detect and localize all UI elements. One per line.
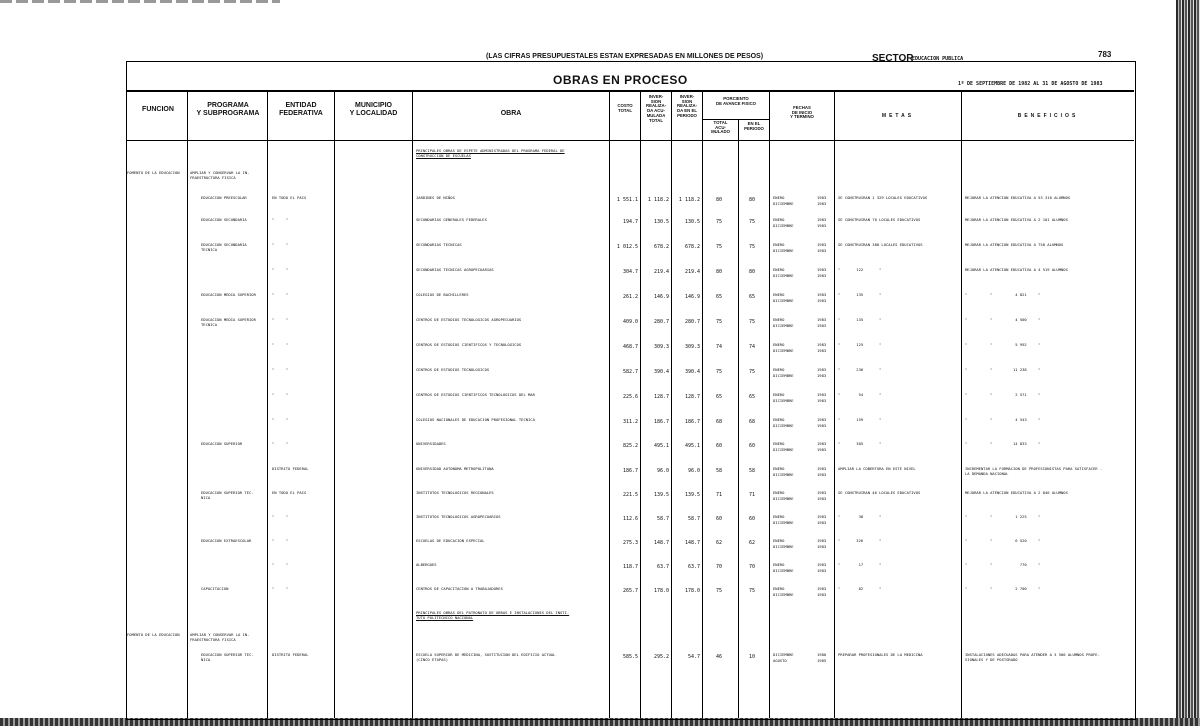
row-anio-inicio: 1983 bbox=[817, 490, 827, 495]
row-pct-periodo: 75 bbox=[749, 588, 756, 594]
row-beneficios: MEJORAR LA ATENCION EDUCATIVA A 53 310 ALUMNOS bbox=[965, 195, 1071, 200]
row-fecha-termino: DICIEMBRE bbox=[773, 398, 794, 403]
row-beneficios: " " 2 571 " bbox=[965, 392, 1041, 397]
col-obra: OBRA bbox=[500, 110, 522, 117]
row-obra: UNIVERSIDAD AUTONOMA METROPOLITANA bbox=[416, 466, 494, 471]
row-pct-periodo: 75 bbox=[749, 319, 756, 325]
row-anio-termino: 1983 bbox=[817, 544, 827, 549]
row-pct-periodo: 60 bbox=[749, 443, 756, 449]
row-fecha-termino: DICIEMBRE bbox=[773, 447, 794, 452]
row-metas: " 135 " bbox=[838, 292, 882, 297]
col-rule bbox=[187, 91, 188, 718]
row-costo: 261.2 bbox=[622, 294, 638, 300]
row-fecha-termino: DICIEMBRE bbox=[773, 496, 794, 501]
row-inv-periodo: 390.4 bbox=[684, 369, 700, 375]
row-metas: " 82 " bbox=[838, 586, 882, 591]
row-pct-periodo: 80 bbox=[749, 269, 756, 275]
row-fecha-inicio: ENERO bbox=[773, 342, 785, 347]
row-anio-termino: 1985 bbox=[817, 658, 827, 663]
row-anio-termino: 1983 bbox=[817, 201, 827, 206]
row-costo: 825.2 bbox=[622, 443, 638, 449]
row-anio-inicio: 1983 bbox=[817, 317, 827, 322]
row-metas: " 135 " bbox=[838, 317, 882, 322]
row-metas: SE CONSTRUIRAN 46 LOCALES EDUCATIVOS bbox=[838, 490, 921, 495]
row-fecha-termino: DICIEMBRE bbox=[773, 423, 794, 428]
col-rule bbox=[769, 91, 770, 718]
header-bottom-rule bbox=[126, 140, 1134, 141]
row-subprograma: EDUCACION SECUNDARIA TECNICA bbox=[201, 242, 247, 252]
row-anio-termino: 1983 bbox=[817, 447, 827, 452]
col-metas: METAS bbox=[881, 113, 915, 119]
row-costo: 304.7 bbox=[622, 269, 638, 275]
row-inv-total: 280.7 bbox=[653, 319, 669, 325]
row-inv-periodo: 495.1 bbox=[684, 443, 700, 449]
period-label: 1º DE SEPTIEMBRE DE 1982 AL 31 DE AGOSTO DE 1983 bbox=[958, 81, 1103, 87]
row-pct-periodo: 60 bbox=[749, 516, 756, 522]
row-anio-termino: 1983 bbox=[817, 520, 827, 525]
row-anio-termino: 1983 bbox=[817, 248, 827, 253]
row-entidad: " " bbox=[272, 342, 289, 347]
row-pct-total: 75 bbox=[716, 244, 723, 250]
row-inv-total: 390.4 bbox=[653, 369, 669, 375]
col-municipio: MUNICIPIO Y LOCALIDAD bbox=[349, 102, 398, 117]
row-pct-total: 68 bbox=[716, 419, 723, 425]
row-entidad: EN TODO EL PAIS bbox=[272, 195, 307, 200]
col-beneficios: BENEFICIOS bbox=[1017, 113, 1079, 119]
row-fecha-termino: DICIEMBRE bbox=[773, 592, 794, 597]
row-costo: 409.0 bbox=[622, 319, 638, 325]
row-inv-periodo: 148.7 bbox=[684, 540, 700, 546]
row-pct-total: 74 bbox=[716, 344, 723, 350]
row-fecha-inicio: ENERO bbox=[773, 538, 785, 543]
row-obra: CENTROS DE ESTUDIOS CIENTIFICOS TECNOLOGICOS DEL MAR bbox=[416, 392, 535, 397]
row-beneficios: MEJORAR LA ATENCION EDUCATIVA A 758 ALUMNOS bbox=[965, 242, 1064, 247]
row-inv-total: 178.0 bbox=[653, 588, 669, 594]
row-inv-total: 130.5 bbox=[653, 219, 669, 225]
col-rule bbox=[640, 91, 641, 718]
row-pct-periodo: 70 bbox=[749, 564, 756, 570]
row-entidad: DISTRITO FEDERAL bbox=[272, 652, 309, 657]
row-inv-total: 678.2 bbox=[653, 244, 669, 250]
row-obra: SECUNDARIAS TECNICAS bbox=[416, 242, 462, 247]
row-anio-termino: 1983 bbox=[817, 348, 827, 353]
row-beneficios: " " 11 238 " bbox=[965, 367, 1041, 372]
row-beneficios: " " 14 833 " bbox=[965, 441, 1041, 446]
row-fecha-inicio: ENERO bbox=[773, 466, 785, 471]
row-subprograma: EDUCACION SUPERIOR bbox=[201, 441, 243, 446]
row-fecha-termino: DICIEMBRE bbox=[773, 201, 794, 206]
row-costo: 118.7 bbox=[622, 564, 638, 570]
header-top-rule bbox=[126, 91, 1134, 92]
scan-edge-right bbox=[1176, 0, 1200, 726]
row-obra: UNIVERSIDADES bbox=[416, 441, 446, 446]
porciento-rule bbox=[702, 119, 769, 120]
row-pct-periodo: 58 bbox=[749, 468, 756, 474]
group-programa: AMPLIAR Y CONSERVAR LA IN- FRAESTRUCTURA FISICA bbox=[190, 632, 250, 642]
page-title: OBRAS EN PROCESO bbox=[553, 73, 688, 87]
col-funcion: FUNCION bbox=[142, 106, 174, 113]
row-pct-periodo: 75 bbox=[749, 369, 756, 375]
row-obra: CENTROS DE ESTUDIOS TECNOLOGICOS AGROPECUARIOS bbox=[416, 317, 522, 322]
row-fecha-inicio: ENERO bbox=[773, 367, 785, 372]
col-rule bbox=[671, 91, 672, 718]
col-rule bbox=[702, 91, 703, 718]
row-inv-total: 63.7 bbox=[656, 564, 669, 570]
row-costo: 468.7 bbox=[622, 344, 638, 350]
row-pct-total: 75 bbox=[716, 369, 723, 375]
row-anio-termino: 1983 bbox=[817, 496, 827, 501]
row-costo: 112.6 bbox=[622, 516, 638, 522]
row-inv-periodo: 678.2 bbox=[684, 244, 700, 250]
row-fecha-inicio: ENERO bbox=[773, 292, 785, 297]
row-entidad: " " bbox=[272, 292, 289, 297]
row-subprograma: EDUCACION EXTRAESCOLAR bbox=[201, 538, 252, 543]
row-pct-total: 58 bbox=[716, 468, 723, 474]
row-pct-periodo: 10 bbox=[749, 654, 756, 660]
row-fecha-termino: DICIEMBRE bbox=[773, 348, 794, 353]
row-pct-periodo: 71 bbox=[749, 492, 756, 498]
row-anio-inicio: 1983 bbox=[817, 441, 827, 446]
row-metas: " 122 " bbox=[838, 267, 882, 272]
col-inversion-total: INVER- SION REALIZA- DA ACU- MULADA TOTAL bbox=[645, 94, 667, 123]
budget-note: (LAS CIFRAS PRESUPUESTALES ESTAN EXPRESADAS EN MILLONES DE PESOS) bbox=[486, 53, 764, 60]
row-obra: ESCUELA SUPERIOR DE MEDICINA, SUSTITUCION DEL EDIFICIO ACTUAL (CINCO ETAPAS) bbox=[416, 652, 556, 662]
row-fecha-inicio: ENERO bbox=[773, 490, 785, 495]
row-pct-periodo: 74 bbox=[749, 344, 756, 350]
scan-margin-marks bbox=[0, 0, 280, 3]
row-pct-total: 46 bbox=[716, 654, 723, 660]
row-entidad: " " bbox=[272, 514, 289, 519]
row-pct-periodo: 75 bbox=[749, 219, 756, 225]
row-entidad: EN TODO EL PAIS bbox=[272, 490, 307, 495]
row-beneficios: " " 6 520 " bbox=[965, 538, 1041, 543]
sector-label: SECTOR bbox=[872, 53, 914, 64]
row-anio-inicio: 1983 bbox=[817, 217, 827, 222]
row-anio-inicio: 1983 bbox=[817, 367, 827, 372]
group-funcion: FOMENTO DE LA EDUCACION bbox=[127, 170, 180, 175]
row-anio-inicio: 1983 bbox=[817, 538, 827, 543]
row-pct-periodo: 80 bbox=[749, 197, 756, 203]
col-rule bbox=[267, 91, 268, 718]
row-inv-total: 309.3 bbox=[653, 344, 669, 350]
row-pct-total: 60 bbox=[716, 443, 723, 449]
col-rule bbox=[334, 91, 335, 718]
row-fecha-termino: DICIEMBRE bbox=[773, 248, 794, 253]
row-beneficios: " " 5 992 " bbox=[965, 342, 1041, 347]
row-inv-periodo: 96.0 bbox=[687, 468, 700, 474]
row-fecha-inicio: ENERO bbox=[773, 217, 785, 222]
row-fecha-termino: DICIEMBRE bbox=[773, 273, 794, 278]
row-inv-periodo: 128.7 bbox=[684, 394, 700, 400]
row-inv-total: 148.7 bbox=[653, 540, 669, 546]
row-inv-total: 219.4 bbox=[653, 269, 669, 275]
row-costo: 265.7 bbox=[622, 588, 638, 594]
row-fecha-inicio: ENERO bbox=[773, 317, 785, 322]
col-inversion-periodo: INVER- SION REALIZA- DA EN EL PERIODO bbox=[676, 94, 698, 118]
row-metas: " 38 " bbox=[838, 514, 882, 519]
row-beneficios: INCREMENTAR LA FORMACION DE PROFESIONISTAS PARA SATISFACER - LA DEMANDA NACIONAL bbox=[965, 466, 1103, 476]
row-obra: ESCUELAS DE EDUCACION ESPECIAL bbox=[416, 538, 485, 543]
row-beneficios: INSTALACIONES ADECUADAS PARA ATENDER A 3 500 ALUMNOS PROFE- SIONALES Y DE POSTGRADO bbox=[965, 652, 1100, 662]
row-inv-total: 58.7 bbox=[656, 516, 669, 522]
row-metas: " 326 " bbox=[838, 538, 882, 543]
row-fecha-termino: AGOSTO bbox=[773, 658, 787, 663]
row-inv-periodo: 186.7 bbox=[684, 419, 700, 425]
row-metas: AMPLIAR LA COBERTURA EN ESTE NIVEL bbox=[838, 466, 916, 471]
row-metas: PREPARAR PROFESIONALES DE LA MEDICINA bbox=[838, 652, 923, 657]
row-anio-inicio: 1983 bbox=[817, 466, 827, 471]
row-inv-periodo: 63.7 bbox=[687, 564, 700, 570]
row-metas: " 54 " bbox=[838, 392, 882, 397]
row-fecha-termino: DICIEMBRE bbox=[773, 223, 794, 228]
col-costo: COSTO TOTAL bbox=[617, 103, 633, 113]
row-metas: " 236 " bbox=[838, 367, 882, 372]
row-pct-periodo: 75 bbox=[749, 244, 756, 250]
row-inv-total: 139.5 bbox=[653, 492, 669, 498]
row-pct-periodo: 65 bbox=[749, 394, 756, 400]
sector-value: EDUCACION PUBLICA bbox=[912, 56, 964, 62]
col-programa: PROGRAMA Y SUBPROGRAMA bbox=[196, 102, 260, 117]
row-anio-inicio: 1983 bbox=[817, 342, 827, 347]
group-funcion: FOMENTO DE LA EDUCACION bbox=[127, 632, 180, 637]
row-fecha-inicio: DICIEMBRE bbox=[773, 652, 794, 657]
row-inv-periodo: 309.3 bbox=[684, 344, 700, 350]
row-inv-total: 1 118.2 bbox=[647, 197, 669, 203]
row-fecha-inicio: ENERO bbox=[773, 586, 785, 591]
row-entidad: " " bbox=[272, 417, 289, 422]
table-frame bbox=[126, 61, 1136, 720]
row-obra: COLEGIOS DE BACHILLERES bbox=[416, 292, 469, 297]
row-anio-termino: 1983 bbox=[817, 323, 827, 328]
group-heading: PRINCIPALES OBRAS DEL PATRONATO DE OBRAS E INSTALACIONES DEL INSTI- TUTO POLITECNICO NACIONAL bbox=[416, 610, 570, 620]
row-obra: INSTITUTOS TECNOLOGICOS REGIONALES bbox=[416, 490, 494, 495]
row-anio-inicio: 1980 bbox=[817, 652, 827, 657]
row-fecha-termino: DICIEMBRE bbox=[773, 544, 794, 549]
row-obra: COLEGIOS NACIONALES DE EDUCACION PROFESIONAL TECNICA bbox=[416, 417, 535, 422]
col-rule bbox=[412, 91, 413, 718]
row-beneficios: MEJORAR LA ATENCION EDUCATIVA A 4 519 ALUMNOS bbox=[965, 267, 1068, 272]
row-fecha-termino: DICIEMBRE bbox=[773, 472, 794, 477]
row-fecha-inicio: ENERO bbox=[773, 242, 785, 247]
row-pct-total: 75 bbox=[716, 219, 723, 225]
row-inv-periodo: 139.5 bbox=[684, 492, 700, 498]
row-anio-inicio: 1983 bbox=[817, 292, 827, 297]
row-inv-total: 495.1 bbox=[653, 443, 669, 449]
row-obra: SECUNDARIAS TECNICAS AGROPECUARIAS bbox=[416, 267, 494, 272]
row-anio-inicio: 1983 bbox=[817, 242, 827, 247]
col-pct-total: TOTAL ACU- MULADO bbox=[711, 120, 730, 135]
row-anio-termino: 1983 bbox=[817, 223, 827, 228]
row-entidad: " " bbox=[272, 217, 289, 222]
row-entidad: " " bbox=[272, 392, 289, 397]
row-anio-inicio: 1983 bbox=[817, 267, 827, 272]
row-anio-inicio: 1983 bbox=[817, 514, 827, 519]
row-inv-total: 96.0 bbox=[656, 468, 669, 474]
row-obra: INSTITUTOS TECNOLOGICOS AGROPECUARIOS bbox=[416, 514, 501, 519]
row-anio-termino: 1983 bbox=[817, 472, 827, 477]
row-inv-total: 186.7 bbox=[653, 419, 669, 425]
row-metas: " 159 " bbox=[838, 417, 882, 422]
row-inv-periodo: 146.9 bbox=[684, 294, 700, 300]
row-fecha-termino: DICIEMBRE bbox=[773, 373, 794, 378]
col-rule bbox=[961, 91, 962, 718]
row-anio-termino: 1983 bbox=[817, 423, 827, 428]
row-costo: 311.2 bbox=[622, 419, 638, 425]
row-anio-termino: 1983 bbox=[817, 298, 827, 303]
row-anio-inicio: 1983 bbox=[817, 392, 827, 397]
row-costo: 1 551.1 bbox=[616, 197, 638, 203]
row-fecha-termino: DICIEMBRE bbox=[773, 520, 794, 525]
row-entidad: " " bbox=[272, 562, 289, 567]
row-inv-total: 128.7 bbox=[653, 394, 669, 400]
row-costo: 225.6 bbox=[622, 394, 638, 400]
row-obra: ALBERGUES bbox=[416, 562, 437, 567]
row-entidad: " " bbox=[272, 317, 289, 322]
row-entidad: " " bbox=[272, 441, 289, 446]
row-inv-periodo: 130.5 bbox=[684, 219, 700, 225]
row-subprograma: EDUCACION SUPERIOR TEC- NICA bbox=[201, 490, 254, 500]
row-subprograma: CAPACITACION bbox=[201, 586, 229, 591]
row-pct-periodo: 62 bbox=[749, 540, 756, 546]
row-anio-inicio: 1983 bbox=[817, 195, 827, 200]
row-anio-termino: 1983 bbox=[817, 592, 827, 597]
row-entidad: " " bbox=[272, 586, 289, 591]
row-costo: 221.5 bbox=[622, 492, 638, 498]
col-rule bbox=[738, 120, 739, 718]
row-fecha-inicio: ENERO bbox=[773, 392, 785, 397]
page-number: 783 bbox=[1098, 50, 1112, 59]
row-entidad: DISTRITO FEDERAL bbox=[272, 466, 309, 471]
row-pct-total: 71 bbox=[716, 492, 723, 498]
row-inv-periodo: 178.0 bbox=[684, 588, 700, 594]
row-anio-inicio: 1983 bbox=[817, 586, 827, 591]
row-pct-periodo: 68 bbox=[749, 419, 756, 425]
row-pct-total: 80 bbox=[716, 269, 723, 275]
row-pct-total: 80 bbox=[716, 197, 723, 203]
row-costo: 582.7 bbox=[622, 369, 638, 375]
col-rule bbox=[609, 91, 610, 718]
row-entidad: " " bbox=[272, 242, 289, 247]
row-beneficios: " " 4 500 " bbox=[965, 317, 1041, 322]
row-subprograma: EDUCACION PREESCOLAR bbox=[201, 195, 247, 200]
row-anio-termino: 1983 bbox=[817, 568, 827, 573]
row-beneficios: " " 1 225 " bbox=[965, 514, 1041, 519]
row-metas: SE CONSTRUIRAN 70 LOCALES EDUCATIVOS bbox=[838, 217, 921, 222]
row-costo: 1 012.5 bbox=[616, 244, 638, 250]
row-costo: 585.5 bbox=[622, 654, 638, 660]
row-costo: 275.3 bbox=[622, 540, 638, 546]
row-beneficios: " " 770 " bbox=[965, 562, 1041, 567]
row-fecha-termino: DICIEMBRE bbox=[773, 323, 794, 328]
row-inv-total: 295.2 bbox=[653, 654, 669, 660]
row-costo: 186.7 bbox=[622, 468, 638, 474]
col-porciento: PORCIENTO DE AVANCE FISICO bbox=[715, 96, 757, 106]
row-obra: SECUNDARIAS GENERALES FEDERALES bbox=[416, 217, 487, 222]
col-fechas: FECHAS DE INICIO Y TERMINO bbox=[790, 105, 814, 120]
row-metas: " 125 " bbox=[838, 342, 882, 347]
row-anio-termino: 1983 bbox=[817, 273, 827, 278]
group-programa: AMPLIAR Y CONSERVAR LA IN- FRAESTRUCTURA FISICA bbox=[190, 170, 250, 180]
row-beneficios: MEJORAR LA ATENCION EDUCATIVA A 2 101 ALUMNOS bbox=[965, 217, 1068, 222]
row-subprograma: EDUCACION SUPERIOR TEC- NICA bbox=[201, 652, 254, 662]
row-beneficios: MEJORAR LA ATENCION EDUCATIVA A 2 840 ALUMNOS bbox=[965, 490, 1068, 495]
row-metas: " 305 " bbox=[838, 441, 882, 446]
col-pct-periodo: EN EL PERIODO bbox=[744, 121, 764, 131]
row-pct-total: 70 bbox=[716, 564, 723, 570]
row-metas: SE CONSTRUIRAN 1 329 LOCALES EDUCATIVOS bbox=[838, 195, 928, 200]
row-pct-total: 75 bbox=[716, 588, 723, 594]
row-obra: CENTROS DE ESTUDIOS TECNOLOGICOS bbox=[416, 367, 490, 372]
row-pct-total: 62 bbox=[716, 540, 723, 546]
group-heading: PRINCIPALES OBRAS DE ESPETE ADMINISTRADAS DEL PROGRAMA FEDERAL DE CONSTRUCCION DE ESCUELAS bbox=[416, 148, 565, 158]
row-obra: CENTROS DE CAPACITACION A TRABAJADORES bbox=[416, 586, 503, 591]
row-metas: " 17 " bbox=[838, 562, 882, 567]
row-obra: JARDINES DE NIÑOS bbox=[416, 195, 455, 200]
row-entidad: " " bbox=[272, 538, 289, 543]
row-anio-inicio: 1983 bbox=[817, 417, 827, 422]
row-inv-periodo: 58.7 bbox=[687, 516, 700, 522]
row-beneficios: " " 4 543 " bbox=[965, 417, 1041, 422]
row-pct-periodo: 65 bbox=[749, 294, 756, 300]
row-obra: CENTROS DE ESTUDIOS CIENTIFICOS Y TECNOLOGICOS bbox=[416, 342, 522, 347]
row-beneficios: " " 4 821 " bbox=[965, 292, 1041, 297]
row-pct-total: 60 bbox=[716, 516, 723, 522]
row-fecha-inicio: ENERO bbox=[773, 417, 785, 422]
row-inv-periodo: 54.7 bbox=[687, 654, 700, 660]
row-subprograma: EDUCACION SECUNDARIA bbox=[201, 217, 247, 222]
row-fecha-inicio: ENERO bbox=[773, 195, 785, 200]
row-subprograma: EDUCACION MEDIA SUPERIOR bbox=[201, 292, 256, 297]
row-costo: 194.7 bbox=[622, 219, 638, 225]
row-anio-inicio: 1983 bbox=[817, 562, 827, 567]
row-fecha-inicio: ENERO bbox=[773, 562, 785, 567]
row-entidad: " " bbox=[272, 367, 289, 372]
row-inv-total: 146.9 bbox=[653, 294, 669, 300]
row-fecha-inicio: ENERO bbox=[773, 267, 785, 272]
row-fecha-termino: DICIEMBRE bbox=[773, 298, 794, 303]
row-fecha-inicio: ENERO bbox=[773, 441, 785, 446]
col-entidad: ENTIDAD FEDERATIVA bbox=[279, 102, 323, 117]
row-subprograma: EDUCACION MEDIA SUPERIOR TECNICA bbox=[201, 317, 256, 327]
row-entidad: " " bbox=[272, 267, 289, 272]
row-metas: SE CONSTRUIRAN 388 LOCALES EDUCATIVOS bbox=[838, 242, 923, 247]
col-rule bbox=[834, 91, 835, 718]
row-anio-termino: 1983 bbox=[817, 398, 827, 403]
row-inv-periodo: 1 118.2 bbox=[678, 197, 700, 203]
row-fecha-inicio: ENERO bbox=[773, 514, 785, 519]
row-anio-termino: 1983 bbox=[817, 373, 827, 378]
row-inv-periodo: 219.4 bbox=[684, 269, 700, 275]
row-fecha-termino: DICIEMBRE bbox=[773, 568, 794, 573]
row-pct-total: 65 bbox=[716, 294, 723, 300]
row-pct-total: 75 bbox=[716, 319, 723, 325]
row-inv-periodo: 280.7 bbox=[684, 319, 700, 325]
row-beneficios: " " 2 700 " bbox=[965, 586, 1041, 591]
row-pct-total: 65 bbox=[716, 394, 723, 400]
